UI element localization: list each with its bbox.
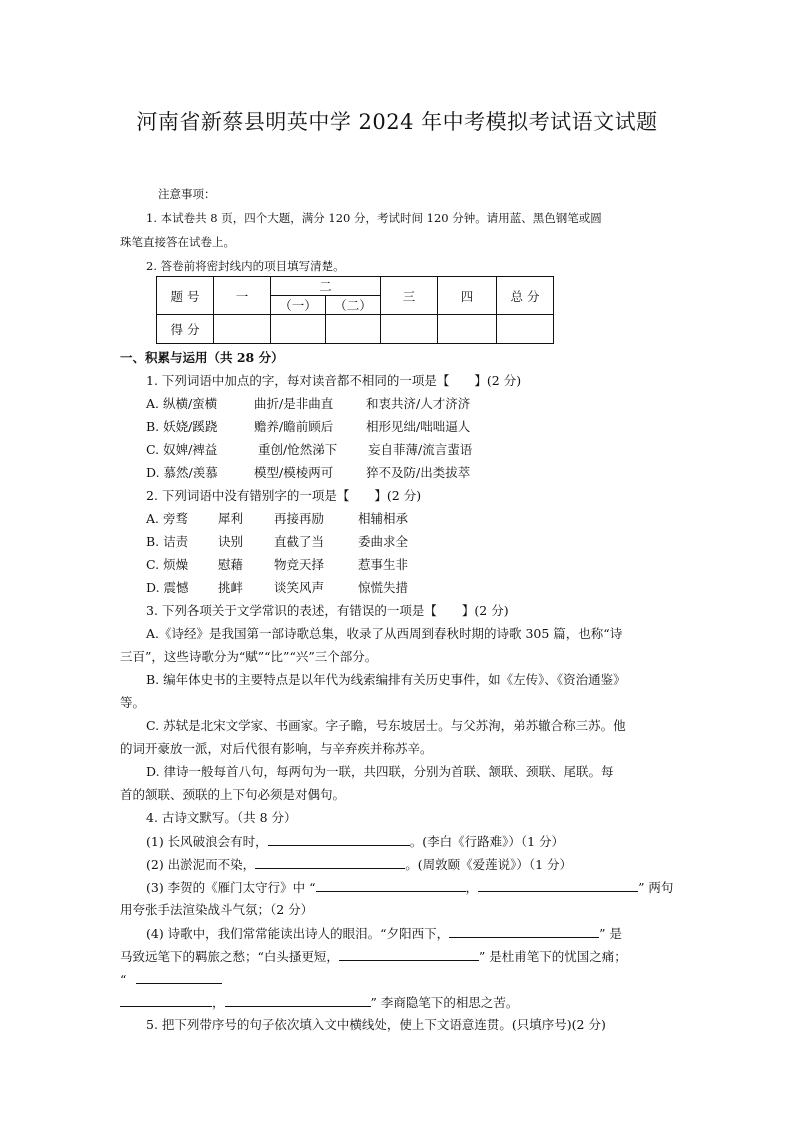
q4-p4-open-quote: “ [120, 972, 127, 987]
q4-p4-blank-4[interactable] [120, 994, 212, 1007]
score-table-col-1: 一 [214, 277, 271, 315]
q3-d-line-2: 首的颔联、颈联的上下句必须是对偶句。 [120, 787, 346, 802]
q2-c-1: C. 烦燥 [146, 557, 189, 572]
q1-stem: 1. 下列词语中加点的字，每对读音都不相同的一项是【 】(2 分) [146, 373, 522, 388]
q4-p4-prefix: (4) 诗歌中，我们常常能读出诗人的眼泪。“夕阳西下， [146, 926, 450, 941]
q4-p4-blank-1[interactable] [449, 925, 599, 938]
q4-p1-blank[interactable] [268, 833, 410, 846]
q1-option-d [146, 465, 470, 481]
q1-c-3: 妄自菲薄/流言蜚语 [368, 442, 473, 457]
q3-a-line-2: 三百”，这些诗歌分为“赋”“比”“兴”三个部分。 [120, 649, 378, 664]
q4-p1-prefix: (1) 长风破浪会有时， [146, 834, 268, 849]
q1-a-2: 曲折/是非曲直 [254, 396, 334, 411]
q1-a-1: A. 纵横/蛮横 [146, 396, 218, 411]
score-cell-2a[interactable] [271, 315, 326, 344]
q4-p2-prefix: (2) 出淤泥而不染， [146, 857, 256, 872]
q4-p3-blank-1[interactable] [316, 879, 466, 892]
q2-b-1: B. 诘责 [146, 534, 189, 549]
score-table-tihao: 题 号 [157, 277, 214, 315]
q2-c-3: 物竞天择 [274, 557, 325, 572]
q2-a-3: 再接再励 [274, 511, 325, 526]
score-table [156, 276, 554, 344]
score-table-col-4: 四 [438, 277, 497, 315]
q2-b-4: 委曲求全 [358, 534, 409, 549]
q4-part-4-line-2 [120, 948, 627, 965]
q2-b-3: 直截了当 [274, 534, 325, 549]
q1-d-1: D. 慕然/羡慕 [146, 465, 218, 480]
score-table-col-3: 三 [381, 277, 438, 315]
score-table-col-2b: （二） [326, 296, 381, 315]
q3-c-line-1: C. 苏轼是北宋文学家、书画家。字子瞻，号东坡居士。与父苏洵，弟苏辙合称三苏。他 [146, 718, 626, 733]
q4-p4-text-3: ” 是杜甫笔下的忧国之痛； [478, 949, 627, 964]
q4-p2-suffix: 。(周敦颐《爱莲说》）（1 分） [405, 857, 572, 872]
q1-c-2: 重创/怆然涕下 [258, 442, 338, 457]
q3-a-line-1: A.《诗经》是我国第一部诗歌总集，收录了从西周到春秋时期的诗歌 305 篇，也称“诗 [146, 626, 623, 641]
score-cell-3[interactable] [381, 315, 438, 344]
score-table-total: 总 分 [497, 277, 554, 315]
q1-b-2: 赡养/瞻前顾后 [254, 419, 334, 434]
q1-c-1: C. 奴婢/裨益 [146, 442, 218, 457]
q4-p4-blank-3[interactable] [136, 971, 222, 984]
q2-b-2: 诀别 [218, 534, 244, 549]
q4-part-4-line-4 [120, 994, 518, 1011]
q2-a-4: 相辅相承 [358, 511, 409, 526]
score-cell-1[interactable] [214, 315, 271, 344]
q4-part-1 [146, 833, 564, 850]
q1-a-3: 和衷共济/人才济济 [366, 396, 471, 411]
q3-c-line-2: 的词开豪放一派，对后代很有影响，与辛弃疾并称苏辛。 [120, 741, 433, 756]
q4-part-3 [146, 879, 673, 896]
q4-part-2 [146, 856, 572, 873]
q4-p3-suffix: ” 两句 [638, 880, 674, 895]
q4-p4-mid: ” 是 [599, 926, 622, 941]
q3-b-line-1: B. 编年体史书的主要特点是以年代为线索编排有关历史事件，如《左传》、《资治通鉴》 [146, 672, 626, 687]
q2-option-b [146, 534, 408, 550]
notice-item-1b: 珠笔直接答在试卷上。 [120, 235, 235, 249]
q3-stem: 3. 下列各项关于文学常识的表述，有错误的一项是【 】(2 分) [146, 603, 509, 618]
q1-option-b [146, 419, 470, 435]
q4-stem: 4. 古诗文默写。（共 8 分） [146, 810, 297, 825]
q2-d-1: D. 震憾 [146, 580, 189, 595]
q4-part-4 [146, 925, 622, 942]
q4-p3-blank-2[interactable] [478, 879, 638, 892]
q4-p4-comma: ， [212, 995, 225, 1010]
section-1-heading: 一、积累与运用（共 28 分） [120, 350, 284, 365]
q1-option-a [146, 396, 470, 412]
page-title: 河南省新蔡县明英中学 2024 年中考模拟考试语文试题 [136, 110, 658, 134]
notice-header: 注意事项： [158, 187, 216, 201]
q3-b-line-2: 等。 [120, 695, 146, 710]
q4-p4-blank-2[interactable] [339, 948, 479, 961]
q2-c-4: 惹事生非 [358, 557, 409, 572]
q4-part-4-line-3 [120, 971, 222, 988]
q1-option-c [146, 442, 472, 458]
q2-a-2: 犀利 [218, 511, 244, 526]
q2-option-c [146, 557, 408, 573]
q4-p4-text-4: ” 李商隐笔下的相思之苦。 [370, 995, 519, 1010]
q2-option-a [146, 511, 408, 527]
q2-d-4: 惊慌失措 [358, 580, 409, 595]
q1-b-1: B. 妖娆/蹊跷 [146, 419, 218, 434]
score-table-col-2a: （一） [271, 296, 326, 315]
q3-d-line-1: D. 律诗一般每首八句，每两句为一联，共四联，分别为首联、颔联、颈联、尾联。每 [146, 764, 614, 779]
q1-d-2: 模型/模棱两可 [254, 465, 334, 480]
score-cell-total[interactable] [497, 315, 554, 344]
score-table-col-2: 二 [271, 277, 381, 296]
q2-a-1: A. 旁骛 [146, 511, 188, 526]
q4-p4-text-2: 马致远笔下的羁旅之愁；“白头搔更短， [120, 949, 339, 964]
q4-p2-blank[interactable] [255, 856, 405, 869]
notice-item-1a: 1. 本试卷共 8 页，四个大题，满分 120 分，考试时间 120 分钟。请用蓝、黑色钢笔或圆 [146, 211, 602, 225]
notice-item-2: 2. 答卷前将密封线内的项目填写清楚。 [146, 259, 345, 273]
q4-p3-comma: ， [465, 880, 479, 895]
q2-option-d [146, 580, 408, 596]
q2-d-2: 挑衅 [218, 580, 244, 595]
q4-p1-suffix: 。(李白《行路难》）（1 分） [409, 834, 564, 849]
q1-d-3: 猝不及防/出类拔萃 [366, 465, 471, 480]
q2-d-3: 谈笑风声 [274, 580, 325, 595]
q1-b-3: 相形见绌/咄咄逼人 [366, 419, 471, 434]
q4-part-3-line-2: 用夸张手法渲染战斗气氛；（2 分） [120, 902, 314, 917]
score-cell-4[interactable] [438, 315, 497, 344]
q4-p4-blank-5[interactable] [225, 994, 371, 1007]
score-cell-2b[interactable] [326, 315, 381, 344]
q4-p3-prefix: (3) 李贺的《雁门太守行》中 “ [146, 880, 316, 895]
q2-c-2: 慰藉 [218, 557, 244, 572]
q5-stem: 5. 把下列带序号的句子依次填入文中横线处，使上下文语意连贯。(只填序号)(2 分) [146, 1017, 606, 1032]
q2-stem: 2. 下列词语中没有错别字的一项是【 】(2 分) [146, 488, 422, 503]
score-table-defen: 得 分 [157, 315, 214, 344]
